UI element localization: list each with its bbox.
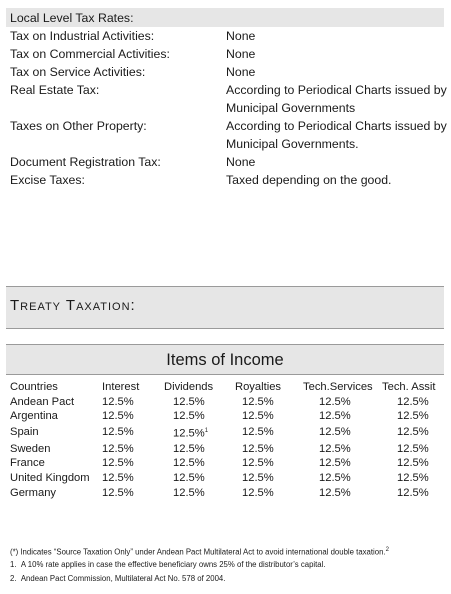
treaty-bottom-rule bbox=[6, 328, 444, 329]
rate-cell: 12.5% bbox=[242, 395, 274, 408]
rate-cell: 12.5% bbox=[319, 471, 351, 484]
footnote-marker: 1 bbox=[204, 428, 209, 435]
rate-cell: 12.5% bbox=[242, 410, 274, 423]
tax-label-excise: Excise Taxes: bbox=[10, 173, 85, 187]
table-row bbox=[10, 486, 444, 501]
local-taxes-header: Local Level Tax Rates: bbox=[10, 11, 134, 25]
rate-cell: 12.5% bbox=[242, 426, 274, 439]
col-header-tech-services: Tech.Services bbox=[303, 381, 373, 393]
rate-cell: 12.5% bbox=[397, 426, 429, 439]
rate-cell: 12.5% bbox=[397, 486, 429, 499]
col-header-tech-assit: Tech. Assit bbox=[382, 381, 436, 393]
country-cell: France bbox=[10, 457, 45, 470]
table-row bbox=[10, 456, 444, 471]
rate-cell: 12.5% bbox=[102, 442, 134, 455]
country-cell: Spain bbox=[10, 426, 39, 439]
rate-cell: 12.5% bbox=[173, 471, 205, 484]
col-header-royalties: Royalties bbox=[235, 381, 282, 393]
footnote-star-sup: 2 bbox=[385, 547, 389, 553]
rate-cell: 12.5% bbox=[319, 486, 351, 499]
tax-label-service: Tax on Service Activities: bbox=[10, 65, 146, 79]
rate-value: 12.5% bbox=[173, 427, 205, 440]
country-cell: Andean Pact bbox=[10, 395, 75, 408]
rate-cell: 12.5% bbox=[319, 410, 351, 423]
footnote-2-text: Andean Pact Commission, Multilateral Act No. 578 of 2004. bbox=[20, 574, 226, 583]
rate-cell: 12.5% bbox=[173, 457, 205, 470]
rate-cell: 12.5% bbox=[102, 426, 134, 439]
tax-value-real-estate-line2: Municipal Governments bbox=[226, 101, 356, 115]
table-row bbox=[10, 395, 444, 410]
tax-value-other-property-line1: According to Periodical Charts issued by bbox=[226, 119, 447, 133]
treaty-title: Treaty Taxation: bbox=[10, 297, 136, 314]
tax-label-commercial: Tax on Commercial Activities: bbox=[10, 47, 170, 61]
rate-cell: 12.5% bbox=[319, 426, 351, 439]
table-row bbox=[10, 471, 444, 486]
tax-label-real-estate: Real Estate Tax: bbox=[10, 83, 100, 97]
rate-cell: 12.5% bbox=[173, 486, 205, 499]
income-title: Items of Income bbox=[166, 351, 284, 369]
rate-cell: 12.5% bbox=[242, 471, 274, 484]
tax-value-real-estate-line1: According to Periodical Charts issued by bbox=[226, 83, 447, 97]
rate-cell: 12.5% bbox=[173, 395, 205, 408]
table-header-row bbox=[10, 380, 444, 395]
footnote-1-text: A 10% rate applies in case the effective beneficiary owns 25% of the distributor’s capital. bbox=[20, 560, 326, 569]
table-row bbox=[10, 424, 444, 441]
rate-cell: 12.5% bbox=[102, 395, 134, 408]
tax-label-industrial: Tax on Industrial Activities: bbox=[10, 29, 155, 43]
tax-value-other-property-line2: Municipal Governments. bbox=[226, 137, 359, 151]
rate-cell bbox=[164, 424, 235, 441]
country-cell: Germany bbox=[10, 486, 57, 499]
rate-cell: 12.5% bbox=[173, 410, 205, 423]
footnote-1 bbox=[10, 558, 326, 572]
rate-cell: 12.5% bbox=[102, 410, 134, 423]
tax-value-excise: Taxed depending on the good. bbox=[226, 173, 392, 187]
country-cell: Sweden bbox=[10, 442, 51, 455]
rate-cell: 12.5% bbox=[173, 442, 205, 455]
footnote-star-text: (*) Indicates “Source Taxation Only” under Andean Pact Multilateral Act to avoid international double taxation. bbox=[10, 547, 386, 557]
col-header-countries: Countries bbox=[10, 381, 58, 393]
rate-cell: 12.5% bbox=[397, 442, 429, 455]
tax-label-other-property: Taxes on Other Property: bbox=[10, 119, 147, 133]
rate-cell: 12.5% bbox=[102, 486, 134, 499]
tax-value-industrial: None bbox=[226, 29, 256, 43]
rate-cell: 12.5% bbox=[102, 471, 134, 484]
rate-cell: 12.5% bbox=[397, 395, 429, 408]
footnote-2-marker: 2. bbox=[10, 574, 17, 583]
col-header-dividends: Dividends bbox=[164, 381, 214, 393]
rate-cell: 12.5% bbox=[242, 442, 274, 455]
rate-cell: 12.5% bbox=[397, 471, 429, 484]
tax-label-document-registration: Document Registration Tax: bbox=[10, 155, 161, 169]
footnote-1-marker: 1. bbox=[10, 560, 17, 569]
col-header-interest: Interest bbox=[102, 381, 140, 393]
rate-cell: 12.5% bbox=[102, 457, 134, 470]
country-cell: United Kingdom bbox=[10, 471, 90, 484]
table-row bbox=[10, 409, 444, 424]
tax-value-document-registration: None bbox=[226, 155, 256, 169]
tax-value-commercial: None bbox=[226, 47, 256, 61]
rate-cell: 12.5% bbox=[242, 486, 274, 499]
table-row bbox=[10, 442, 444, 457]
rate-cell: 12.5% bbox=[242, 457, 274, 470]
rate-cell: 12.5% bbox=[397, 410, 429, 423]
income-bottom-rule bbox=[6, 374, 444, 375]
tax-value-service: None bbox=[226, 65, 256, 79]
footnote-2 bbox=[10, 572, 225, 586]
rate-cell: 12.5% bbox=[319, 457, 351, 470]
rate-cell: 12.5% bbox=[397, 457, 429, 470]
country-cell: Argentina bbox=[10, 410, 58, 423]
rate-cell: 12.5% bbox=[319, 442, 351, 455]
rate-cell: 12.5% bbox=[319, 395, 351, 408]
income-table bbox=[10, 380, 444, 500]
